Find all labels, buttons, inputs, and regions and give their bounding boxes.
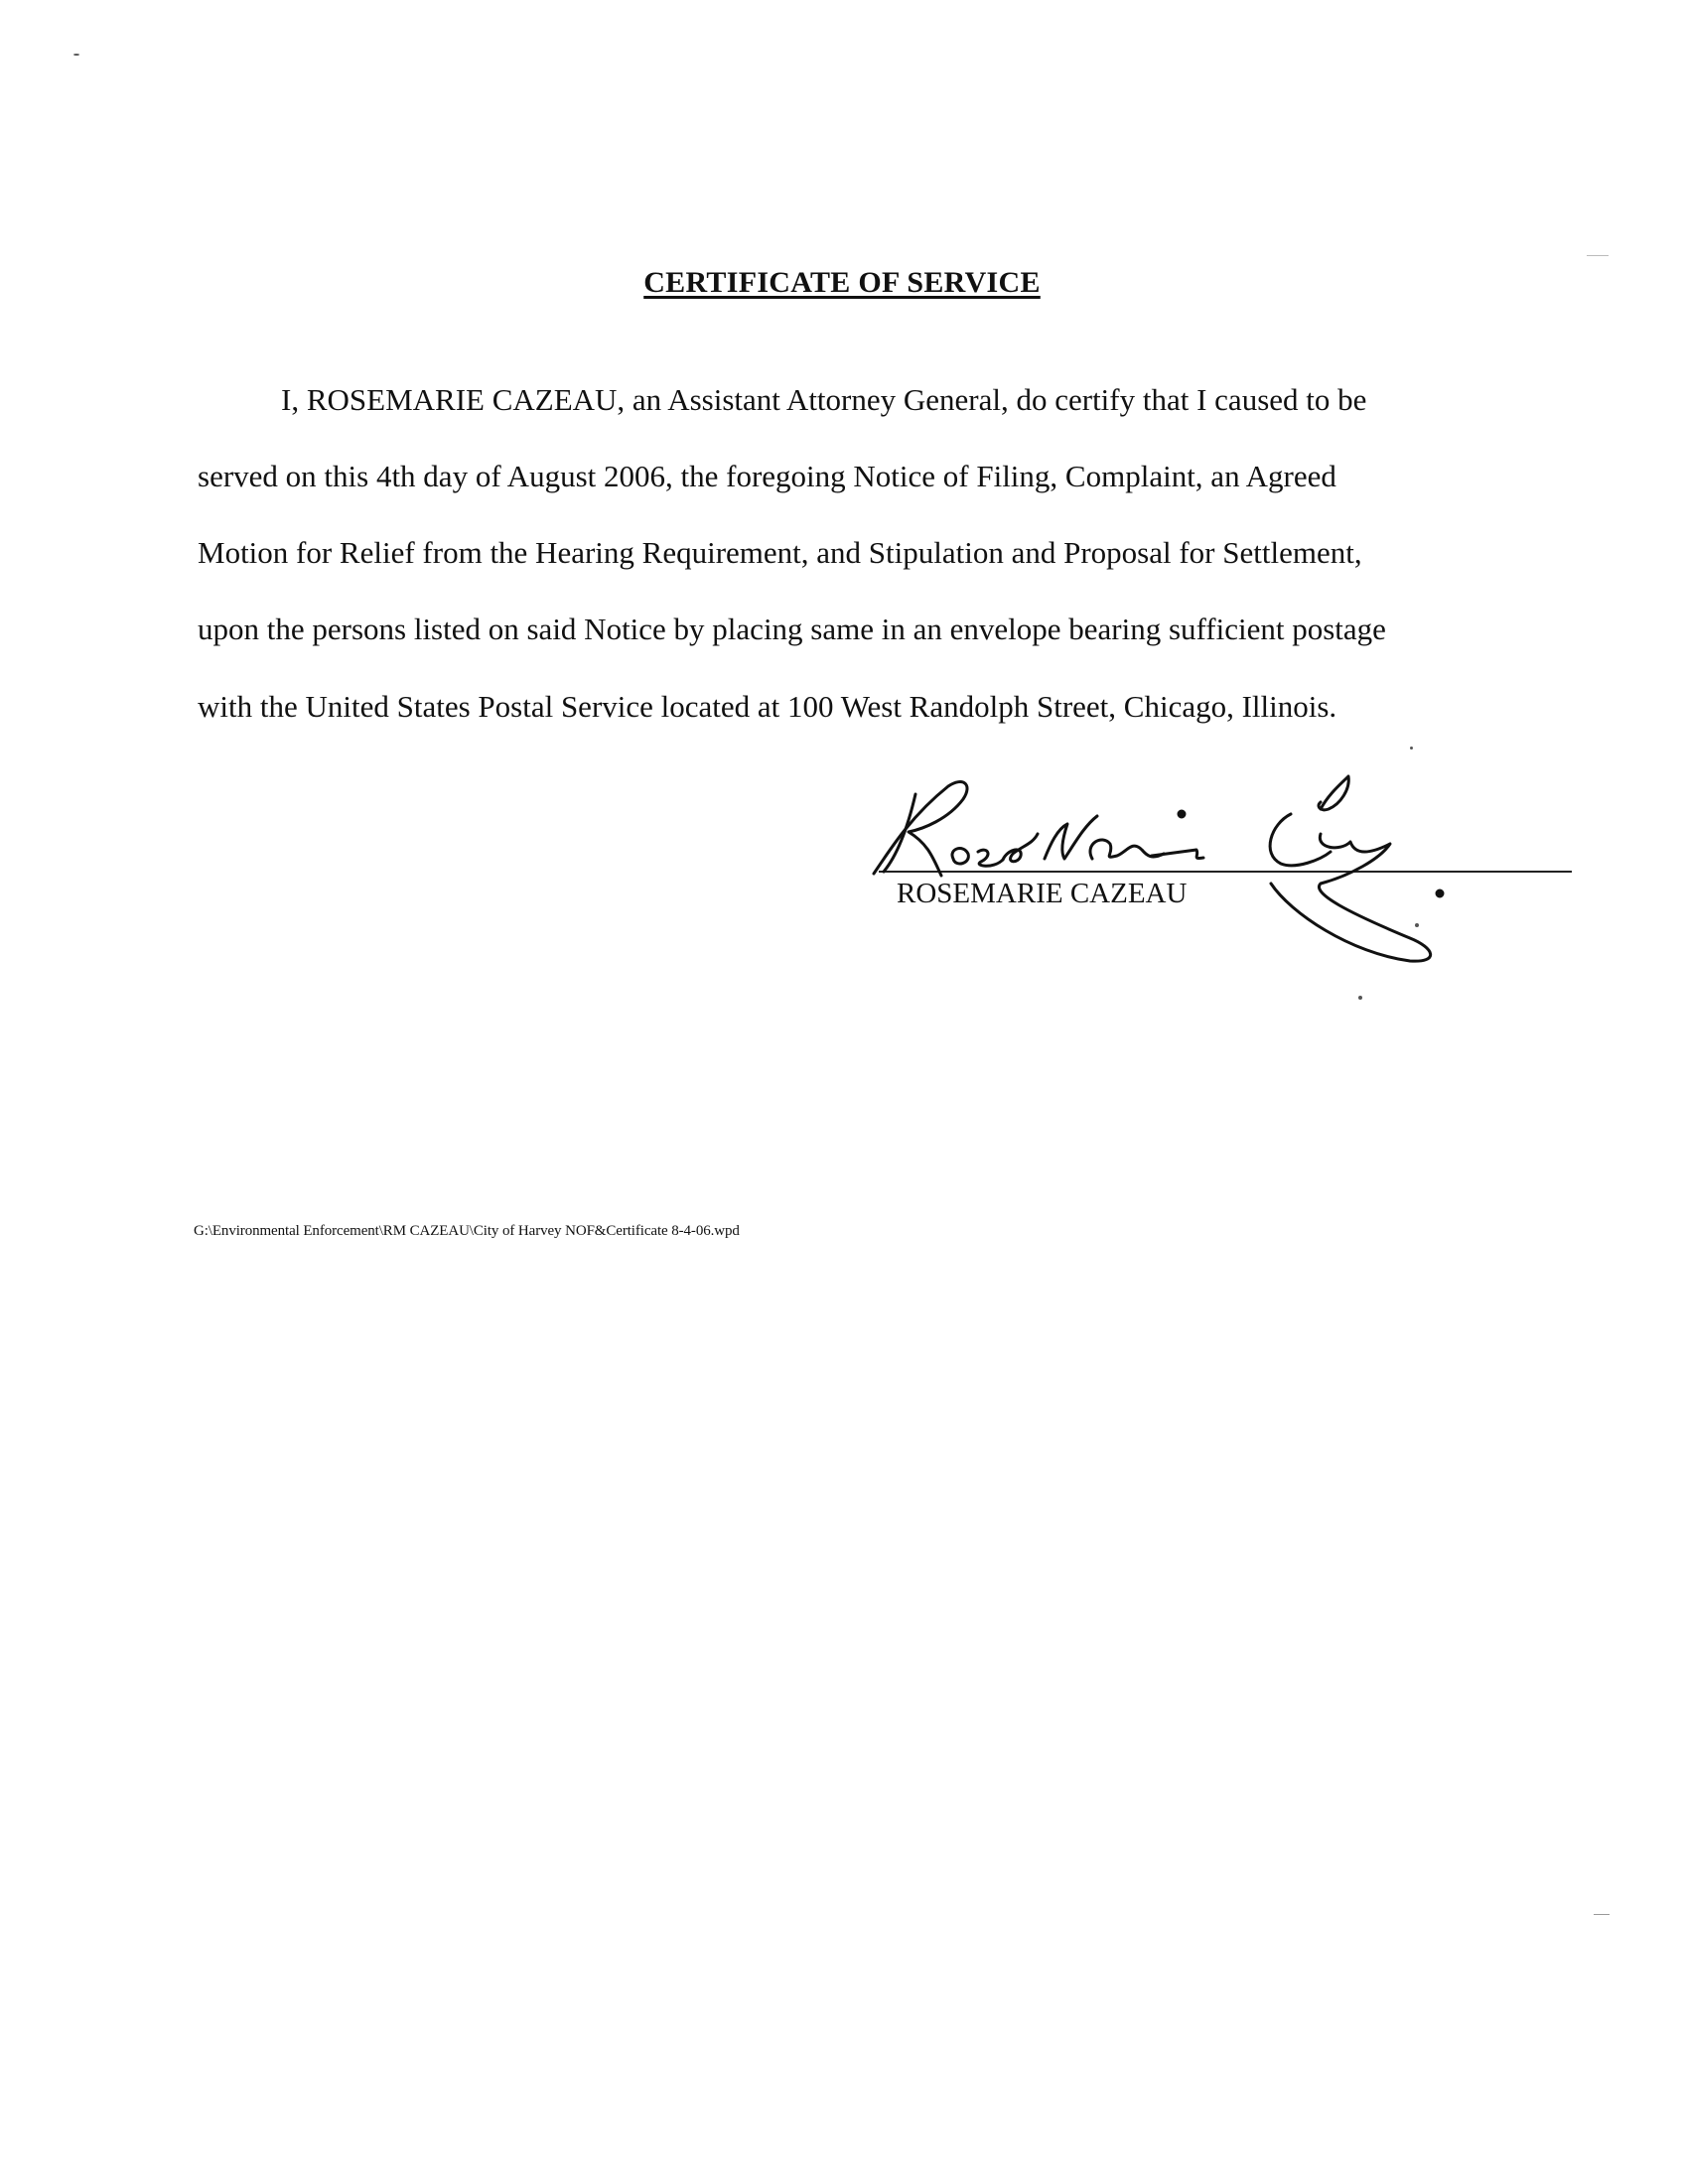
- document-title: CERTIFICATE OF SERVICE: [643, 266, 1041, 299]
- body-line-4: upon the persons listed on said Notice by placing same in an envelope bearing sufficient postage: [198, 612, 1386, 646]
- handwritten-signature: [854, 764, 1609, 978]
- file-path: G:\Environmental Enforcement\RM CAZEAU\City of Harvey NOF&Certificate 8-4-06.wpd: [194, 1223, 740, 1239]
- body-line-3: Motion for Relief from the Hearing Requirement, and Stipulation and Proposal for Settlement,: [198, 535, 1362, 570]
- scan-speck: [1594, 1914, 1610, 1915]
- scan-speck: [73, 54, 79, 56]
- scan-speck: [1410, 747, 1413, 750]
- signature-name: ROSEMARIE CAZEAU: [897, 878, 1188, 909]
- scan-speck: [1358, 996, 1362, 1000]
- scan-speck: [1415, 923, 1419, 927]
- body-line-5: with the United States Postal Service located at 100 West Randolph Street, Chicago, Illinois.: [198, 689, 1337, 724]
- body-line-2: served on this 4th day of August 2006, the foregoing Notice of Filing, Complaint, an Agreed: [198, 459, 1336, 493]
- body-line-1: I, ROSEMARIE CAZEAU, an Assistant Attorney General, do certify that I caused to be: [281, 382, 1367, 417]
- scan-speck: [1587, 255, 1609, 256]
